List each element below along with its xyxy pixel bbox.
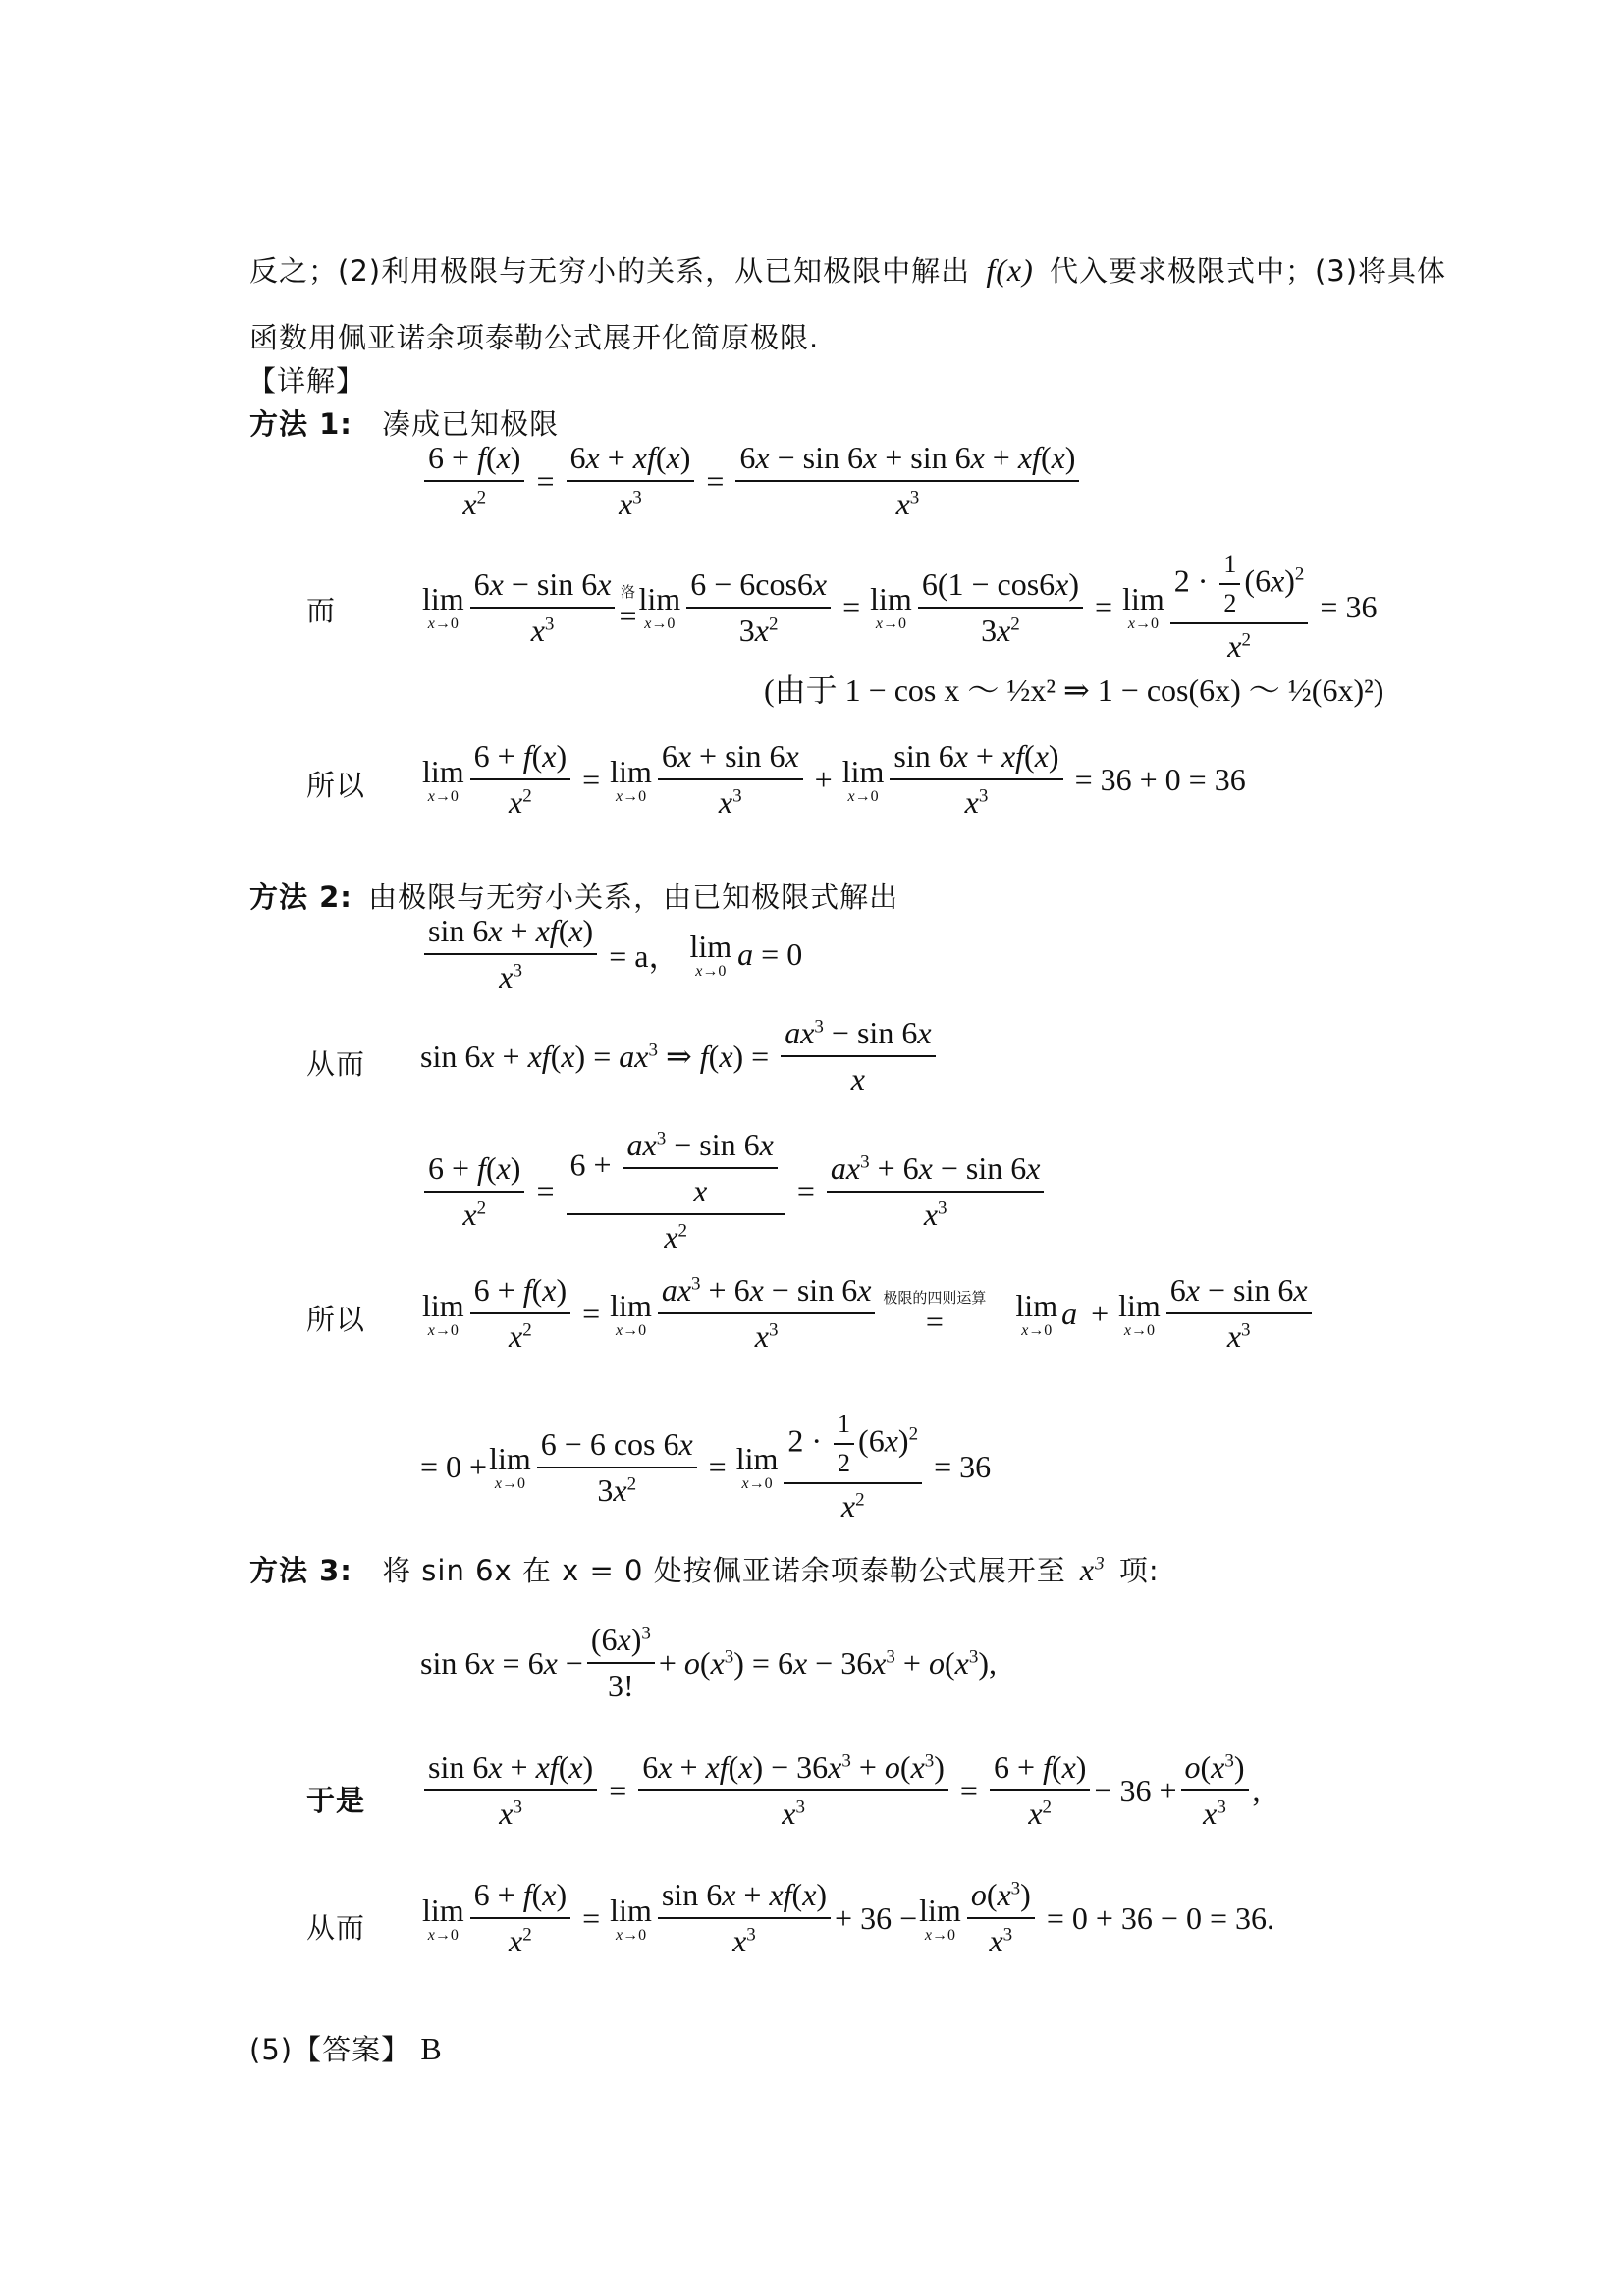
- method1-word-er: 而: [306, 594, 337, 627]
- method3-eq2: $\frac{\sin 6x + xf(x)}{x^3}$ = $\frac{6x + xf(x) - 36x^3 + o(x^3)}{x^3}$ = $\frac{6 + f(x)}{x^2}$ − 36 + $\frac{o(x^3)}{x^3}$ ,: [420, 1749, 1261, 1832]
- method1-word-suoyi: 所以: [306, 769, 366, 802]
- method2-heading: 方法 2: 由极限与无穷小关系，由已知极限式解出: [249, 881, 899, 914]
- method2-lim-a: = 0: [761, 935, 803, 972]
- method3-final: = 0 + 36 − 0 = 36.: [1046, 1899, 1275, 1936]
- method2-eq1: $\frac{\sin 6x + xf(x)}{x^3}$ = a， lim x→0 a = 0: [420, 913, 810, 995]
- method2-eq5: = 0 + lim x→0 $\frac{6 - 6 \cos 6x}{3x^2}$ = lim x→0 2 · $\frac{1}{2}$ $(6x)^2$ $x^2$ = 36: [420, 1410, 992, 1523]
- answer-value: B: [420, 2031, 443, 2066]
- intro-line-1: 反之；(2)利用极限与无穷小的关系，从已知极限中解出 f(x) 代入要求极限式中；(3)将具体: [249, 252, 1447, 288]
- intro-line-2: 函数用佩亚诺余项泰勒公式展开化简原极限.: [249, 321, 820, 354]
- method2-word-conger: 从而: [306, 1047, 366, 1081]
- method1-label-luo: 洛: [620, 582, 635, 601]
- method1-r36: = 36: [1320, 589, 1378, 624]
- method3-word-yushi: 于是: [306, 1784, 366, 1817]
- method2-eq4: lim x→0 $\frac{6 + f(x)}{x^2}$ = lim x→0 $\frac{ax^3 + 6x - \sin 6x}{x^3}$ 极限的四则运算 = lim x→0 a + lim x→0 $\frac{6x - \sin 6x}{x^3}$: [420, 1272, 1316, 1355]
- method1-heading: 方法 1: 凑成已知极限: [249, 407, 560, 441]
- method2-eq2: $\sin 6x + xf(x) = ax^3$ ⇒ f(x) = $\frac{ax^3 - \sin 6x}{x}$: [420, 1015, 940, 1097]
- method1-note: (由于 1 − cos x ～ ½x² ⇒ 1 − cos(6x) ～ ½(6x)²): [764, 672, 1384, 708]
- method1-eq1: $\frac{6 + f(x)}{x^2}$ = $\frac{6x + xf(x)}{x^3}$ = $\frac{6x - \sin 6x + \sin 6x + xf(x)}{x^3}$: [420, 440, 1083, 522]
- method2-eq-a: = a，: [609, 938, 680, 974]
- method2-r36: = 36: [934, 1449, 992, 1484]
- method2-label-arith: 极限的四则运算: [883, 1289, 987, 1307]
- detail-label: 【详解】: [247, 364, 366, 398]
- method3-word-conger: 从而: [306, 1911, 366, 1945]
- method1-eq2: lim x→0 $\frac{6x - \sin 6x}{x^3}$ 洛 = lim x→0 $\frac{6 - 6\cos 6x}{3x^2}$ = lim x→0 $\frac{6(1 - \cos 6x)}{3x^2}$ = lim x→0 2 · $\frac{1}{2}$ $(6x)^2$ $x^2$ = 36: [422, 550, 1378, 664]
- method2-word-suoyi: 所以: [306, 1303, 366, 1336]
- method1-result: = 36 + 0 = 36: [1074, 761, 1246, 797]
- method3-heading: 方法 3: 将 sin 6x 在 x = 0 处按佩亚诺余项泰勒公式展开至 $x^3$ 项:: [249, 1552, 1160, 1587]
- answer-line: (5)【答案】 B: [249, 2031, 443, 2066]
- method3-eq3: lim x→0 $\frac{6 + f(x)}{x^2}$ = lim x→0 $\frac{\sin 6x + xf(x)}{x^3}$ + 36 − lim x→0 $\frac{o(x^3)}{x^3}$ = 0 + 36 − 0 = 36.: [422, 1877, 1275, 1958]
- method2-eq3: $\frac{6 + f(x)}{x^2}$ = 6 + $\frac{ax^3 - \sin 6x}{x}$ $x^2$ = $\frac{ax^3 + 6x - \sin 6x}{x^3}$: [420, 1127, 1048, 1255]
- method1-eq3: lim x→0 $\frac{6 + f(x)}{x^2}$ = lim x→0 $\frac{6x + \sin 6x}{x^3}$ + lim x→0 $\frac{\sin 6x + xf(x)}{x^3}$ = 36 + 0 = 36: [422, 738, 1246, 820]
- method3-eq1: sin 6x = 6x − $\frac{(6x)^3}{3!}$ + $o(x^3) = 6x - 36x^3 + o(x^3)$,: [420, 1622, 997, 1703]
